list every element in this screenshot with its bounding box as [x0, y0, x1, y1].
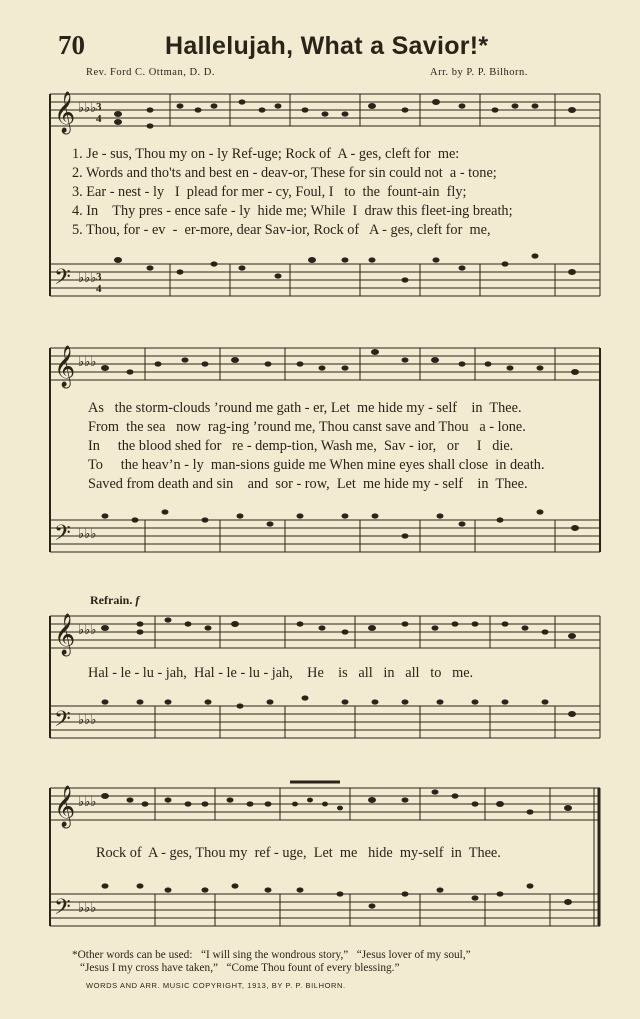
- verse-line-5: 5. Thou, for - ev - er-more, dear Sav-ior, Rock of A - ges, cleft for me,: [72, 222, 491, 238]
- svg-text:𝄢: 𝄢: [54, 707, 71, 736]
- svg-text:𝄢: 𝄢: [54, 895, 71, 924]
- treble-staff: [50, 94, 600, 126]
- svg-text:4: 4: [96, 283, 102, 295]
- verse-line-3: 3. Ear - nest - ly I plead for mer - cy, Foul, I to the fount-ain fly;: [72, 184, 467, 200]
- time-signature-top: 3: [96, 101, 102, 113]
- footnote-line-2: “Jesus I my cross have taken,” “Come Thou fount of every blessing.”: [80, 962, 400, 974]
- verse-line-1: 1. Je - sus, Thou my on - ly Ref-uge; Rock of A - ges, cleft for me:: [72, 146, 460, 162]
- bass-staff: [50, 264, 600, 296]
- svg-text:♭♭♭: ♭♭♭: [78, 900, 97, 915]
- hymn-number: 70: [58, 30, 85, 60]
- svg-text:𝄞: 𝄞: [54, 614, 76, 654]
- svg-text:𝄞: 𝄞: [54, 346, 76, 386]
- treble-clef-icon: 𝄞: [54, 92, 76, 132]
- svg-text:3: 3: [96, 271, 102, 283]
- refrain-label-text: Refrain.: [90, 593, 133, 607]
- verse-line-4: 4. In Thy pres - ence safe - ly hide me; While I draw this fleet-ing breath;: [72, 203, 513, 219]
- svg-text:♭♭♭: ♭♭♭: [78, 794, 97, 809]
- key-signature-flats-bass: ♭♭♭: [78, 270, 97, 285]
- arranger-credit: Arr. by P. P. Bilhorn.: [430, 67, 528, 78]
- svg-text:♭♭♭: ♭♭♭: [78, 526, 97, 541]
- key-signature-flats: ♭♭♭: [78, 100, 97, 115]
- copyright-notice: WORDS AND ARR. MUSIC COPYRIGHT, 1913, BY P. P. BILHORN.: [86, 981, 346, 990]
- time-signature-bottom: 4: [96, 113, 102, 125]
- svg-text:♭♭♭: ♭♭♭: [78, 354, 97, 369]
- refrain-line-2: Rock of A - ges, Thou my ref - uge, Let me hide my-self in Thee.: [96, 845, 501, 861]
- svg-text:♭♭♭: ♭♭♭: [78, 622, 97, 637]
- verse-second-line-4: To the heav’n - ly man-sions guide me When mine eyes shall close in death.: [88, 457, 545, 473]
- svg-text:𝄢: 𝄢: [54, 521, 71, 550]
- verse-second-line-3: In the blood shed for re - demp-tion, Wash me, Sav - ior, or I die.: [88, 438, 514, 454]
- footnote-line-1: *Other words can be used: “I will sing the wondrous story,” “Jesus lover of my soul,”: [72, 949, 471, 961]
- refrain-line-1: Hal - le - lu - jah, Hal - le - lu - jah, He is all in all to me.: [88, 665, 474, 681]
- dynamic-marking: f: [135, 593, 140, 607]
- author-credit: Rev. Ford C. Ottman, D. D.: [86, 67, 215, 78]
- svg-text:♭♭♭: ♭♭♭: [78, 712, 97, 727]
- svg-text:𝄞: 𝄞: [54, 786, 76, 826]
- verse-second-line-5: Saved from death and sin and sor - row, Let me hide my - self in Thee.: [88, 476, 528, 492]
- verse-line-2: 2. Words and tho'ts and best en - deav-or, These for sin could not a - tone;: [72, 165, 497, 181]
- verse-second-line-1: As the storm-clouds ’round me gath - er, Let me hide my - self in Thee.: [88, 400, 522, 416]
- verse-second-line-2: From the sea now rag-ing ’round me, Thou canst save and Thou a - lone.: [88, 419, 526, 435]
- hymn-title: Hallelujah, What a Savior!*: [165, 32, 489, 60]
- bass-clef-icon: 𝄢: [54, 265, 71, 294]
